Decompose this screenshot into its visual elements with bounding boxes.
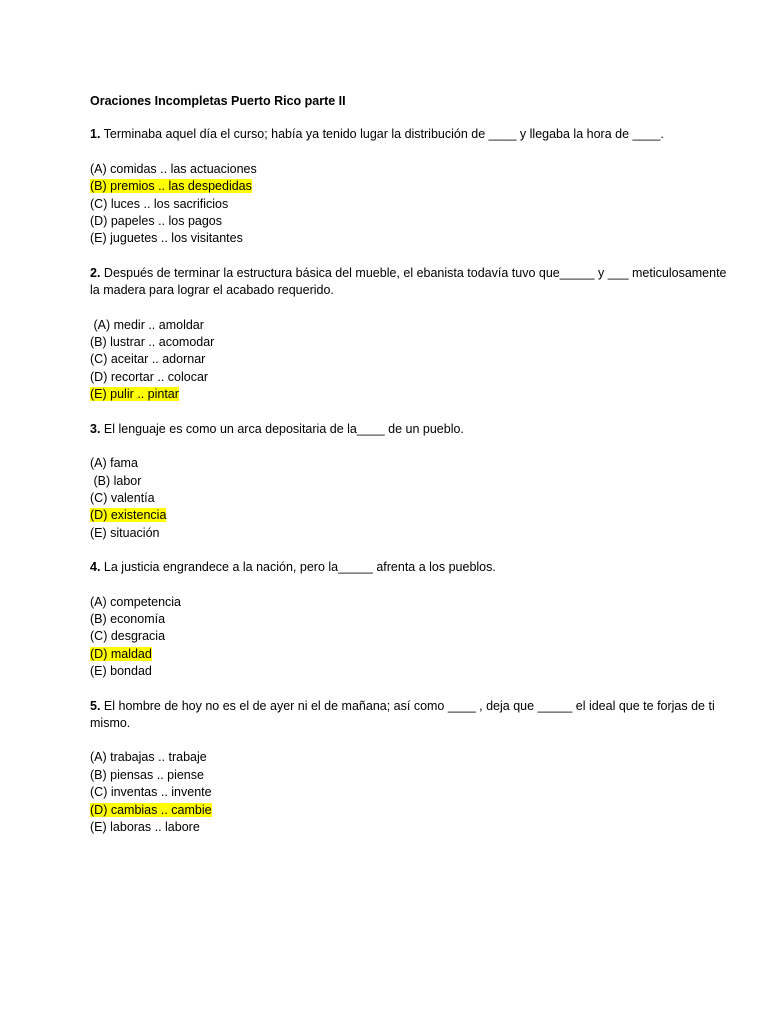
option-5a [90,749,730,766]
question-text: Después de terminar la estructura básica del mueble, el ebanista todavía tuvo que_____ y ___ meticulosamente la madera para lograr el acabado requerido. [90,265,727,298]
option-label: (E) bondad [90,664,152,679]
document-page [90,93,730,853]
document-title: Oraciones Incompletas Puerto Rico parte II [90,94,346,108]
question-3 [90,421,730,438]
option-3e [90,525,730,542]
question-text: El hombre de hoy no es el de ayer ni el de mañana; así como ____ , deja que _____ el ideal que te forjas de ti mismo. [90,698,715,730]
options-list-5 [90,749,730,836]
question-4 [90,559,730,576]
question-text: Terminaba aquel día el curso; había ya tenido lugar la distribución de ____ y llegaba la hora de ____. [100,127,664,142]
option-label: (D) existencia [90,508,167,523]
option-2d [90,369,730,386]
option-1a [90,161,730,178]
question-5 [90,698,730,733]
option-label: (B) labor [90,473,142,488]
question-text: La justicia engrandece a la nación, pero la_____ afrenta a los pueblos. [100,560,496,575]
option-label: (E) laboras .. labore [90,820,200,834]
option-label: (B) economía [90,611,166,626]
question-number: 4. [90,560,101,575]
option-label: (D) papeles .. los pagos [90,214,223,229]
option-4d [90,646,730,663]
option-3c [90,490,730,507]
option-label: (A) comidas .. las actuaciones [90,161,257,176]
option-label: (B) lustrar .. acomodar [90,335,215,350]
option-3a [90,455,730,472]
option-4c [90,628,730,645]
options-list-3 [90,455,730,542]
option-label: (C) aceitar .. adornar [90,352,206,367]
question-block-5 [90,698,730,837]
option-4a [90,594,730,611]
option-3b [90,473,730,490]
option-5c [90,784,730,801]
option-2e [90,386,730,403]
option-label: (A) medir .. amoldar [90,317,204,332]
option-label: (D) recortar .. colocar [90,369,209,384]
option-label: (E) pulir .. pintar [90,387,179,402]
option-label: (C) inventas .. invente [90,785,212,800]
option-label: (D) cambias .. cambie [90,802,212,817]
question-block-4 [90,559,730,680]
question-number: 3. [90,421,101,436]
option-label: (E) situación [90,525,160,540]
option-1c [90,196,730,213]
option-label: (A) trabajas .. trabaje [90,750,207,765]
option-1d [90,213,730,230]
question-2 [90,265,730,300]
option-3d [90,507,730,524]
option-label: (B) premios .. las despedidas [90,179,252,194]
option-5b [90,767,730,784]
option-4e [90,663,730,680]
option-label: (B) piensas .. piense [90,767,204,782]
option-label: (D) maldad [90,646,152,661]
option-label: (E) juguetes .. los visitantes [90,231,243,246]
question-block-2 [90,265,730,404]
option-4b [90,611,730,628]
question-text: El lenguaje es como un arca depositaria de la____ de un pueblo. [100,421,464,436]
question-number: 1. [90,127,101,142]
option-2b [90,334,730,351]
question-number: 2. [90,265,101,280]
option-2c [90,351,730,368]
option-label: (C) valentía [90,490,155,505]
options-list-2 [90,317,730,404]
option-label: (C) luces .. los sacrificios [90,196,229,211]
question-block-1 [90,126,730,247]
option-label: (A) competencia [90,594,182,609]
option-5e [90,819,730,836]
question-block-3 [90,421,730,542]
options-list-1 [90,161,730,248]
options-list-4 [90,594,730,681]
option-label: (C) desgracia [90,629,166,644]
question-1 [90,126,730,143]
option-1b [90,178,730,195]
question-number: 5. [90,698,101,713]
option-label: (A) fama [90,456,138,471]
option-2a [90,317,730,334]
option-5d [90,802,730,819]
option-1e [90,230,730,247]
